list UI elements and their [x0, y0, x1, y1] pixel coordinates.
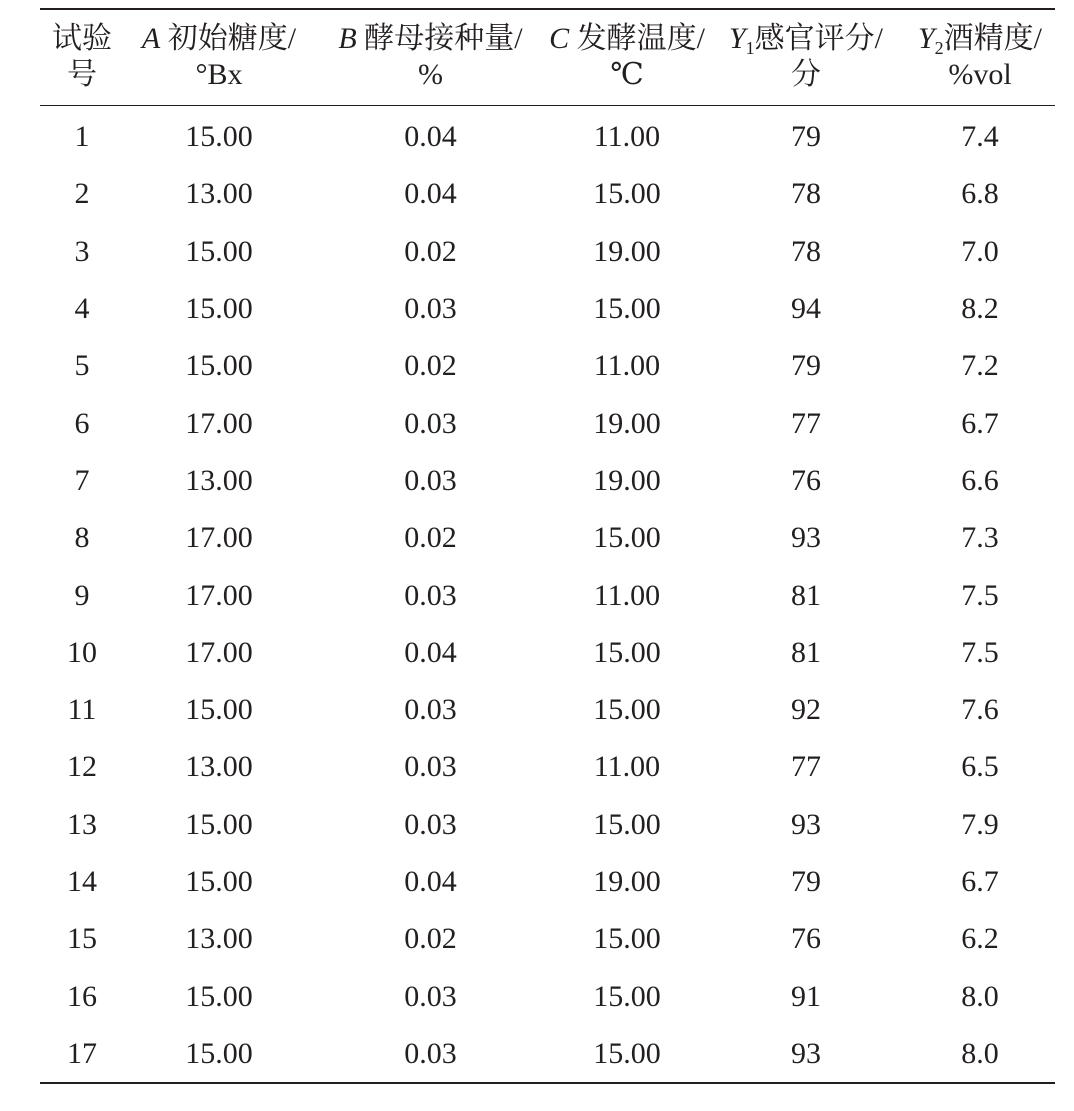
table-cell: 15.00	[185, 865, 253, 898]
table-cell: 77	[791, 406, 821, 440]
table-cell: 2	[74, 177, 90, 211]
table-cell: 15.00	[185, 807, 253, 841]
table-cell: 0.03	[404, 693, 457, 727]
table-cell: 8.0	[961, 1036, 999, 1070]
table-row	[40, 337, 1055, 394]
table-cell: 79	[791, 349, 821, 383]
header-line: 酵母接种量/	[364, 22, 523, 55]
table-cell: 7.9	[961, 807, 999, 841]
table-cell: 15.00	[593, 292, 661, 326]
table-cell: 7.5	[961, 578, 999, 612]
factor-letter: Y	[917, 22, 935, 55]
header-line: 感官评分/	[754, 22, 884, 55]
table-cell: 0.04	[404, 865, 457, 898]
header-line: 初始糖度/	[167, 22, 297, 55]
table-cell: 15.00	[593, 693, 661, 727]
table-cell: 11.00	[593, 578, 661, 612]
table-row	[40, 452, 1055, 509]
table-cell: 93	[791, 1036, 821, 1070]
header-line: 酒精度/	[943, 22, 1043, 55]
table-cell: 0.04	[404, 635, 457, 669]
table-cell: 17.00	[185, 635, 253, 669]
table-cell: 12	[67, 750, 97, 784]
table-cell: 0.03	[404, 463, 457, 497]
table-row	[40, 681, 1055, 738]
table-cell: 6	[74, 406, 90, 440]
table-cell: 76	[791, 922, 821, 956]
table-row	[40, 738, 1055, 795]
table-cell: 19.00	[593, 463, 661, 497]
results-table-container	[40, 8, 1055, 1084]
table-cell: 15.00	[593, 177, 661, 211]
table-cell: 15.00	[185, 349, 253, 383]
table-cell: 0.04	[404, 120, 457, 154]
table-cell: 16	[67, 979, 97, 1013]
table-cell: 15.00	[593, 922, 661, 956]
table-cell: 94	[791, 292, 821, 326]
table-cell: 15.00	[593, 635, 661, 669]
table-cell: 78	[791, 234, 821, 268]
header-alcohol-content	[905, 9, 1055, 106]
table-row	[40, 853, 1055, 910]
table-cell: 15.00	[185, 693, 253, 727]
table-row	[40, 624, 1055, 681]
table-cell: 19.00	[593, 234, 661, 268]
table-cell: 0.02	[404, 349, 457, 383]
table-row	[40, 509, 1055, 566]
table-cell: 0.03	[404, 750, 457, 784]
table-cell: 81	[791, 635, 821, 669]
header-row	[40, 9, 1055, 106]
table-cell: 4	[74, 292, 90, 326]
table-cell: 93	[791, 807, 821, 841]
table-cell: 0.02	[404, 521, 457, 555]
table-cell: 13.00	[185, 463, 253, 497]
table-cell: 14	[67, 865, 97, 898]
table-cell: 5	[74, 349, 90, 383]
table-cell: 13.00	[185, 750, 253, 784]
factor-subscript: 2	[934, 38, 944, 58]
table-cell: 7.0	[961, 234, 999, 268]
table-cell: 0.03	[404, 406, 457, 440]
table-cell: 15.00	[593, 979, 661, 1013]
table-row	[40, 910, 1055, 967]
table-cell: 19.00	[593, 865, 661, 898]
header-unit: %	[418, 58, 443, 91]
table-cell: 8	[74, 521, 90, 555]
header-trial-number	[40, 9, 124, 106]
table-body	[40, 106, 1055, 1084]
table-cell: 91	[791, 979, 821, 1013]
header-unit: ℃	[610, 58, 644, 91]
table-cell: 6.7	[961, 406, 999, 440]
table-cell: 17.00	[185, 521, 253, 555]
table-cell: 8.2	[961, 292, 999, 326]
table-cell: 8.0	[961, 979, 999, 1013]
table-row	[40, 1025, 1055, 1083]
table-cell: 0.04	[404, 177, 457, 211]
table-cell: 93	[791, 521, 821, 555]
table-cell: 0.03	[404, 292, 457, 326]
table-cell: 0.03	[404, 979, 457, 1013]
table-cell: 17	[67, 1036, 97, 1070]
header-unit: 分	[791, 58, 821, 91]
table-cell: 11	[67, 693, 97, 727]
table-cell: 7.2	[961, 349, 999, 383]
table-cell: 11.00	[593, 750, 661, 784]
table-cell: 15	[67, 922, 97, 956]
header-fermentation-temp	[547, 9, 707, 106]
table-cell: 0.03	[404, 578, 457, 612]
table-cell: 10	[67, 635, 97, 669]
table-cell: 19.00	[593, 406, 661, 440]
table-cell: 17.00	[185, 406, 253, 440]
table-cell: 15.00	[593, 807, 661, 841]
table-cell: 0.03	[404, 1036, 457, 1070]
table-row	[40, 223, 1055, 280]
table-cell: 81	[791, 578, 821, 612]
header-unit: 号	[67, 58, 97, 91]
table-cell: 13.00	[185, 177, 253, 211]
table-cell: 78	[791, 177, 821, 211]
table-cell: 17.00	[185, 578, 253, 612]
table-cell: 79	[791, 865, 821, 898]
table-row	[40, 280, 1055, 337]
table-cell: 3	[74, 234, 90, 268]
table-cell: 15.00	[185, 234, 253, 268]
header-unit: °Bx	[195, 58, 243, 91]
table-cell: 79	[791, 120, 821, 154]
table-row	[40, 967, 1055, 1024]
header-line: 试验	[52, 22, 112, 55]
factor-letter: B	[338, 22, 357, 55]
table-cell: 0.02	[404, 922, 457, 956]
table-cell: 7.5	[961, 635, 999, 669]
table-cell: 7.3	[961, 521, 999, 555]
table-cell: 15.00	[185, 292, 253, 326]
table-cell: 9	[74, 578, 90, 612]
table-row	[40, 165, 1055, 222]
header-initial-sugar	[124, 9, 314, 106]
table-cell: 7.6	[961, 693, 999, 727]
table-row	[40, 106, 1055, 166]
table-cell: 15.00	[185, 1036, 253, 1070]
header-yeast-inoculum	[314, 9, 547, 106]
factor-subscript: 1	[745, 38, 755, 58]
table-cell: 13.00	[185, 922, 253, 956]
table-cell: 11.00	[593, 349, 661, 383]
table-cell: 6.2	[961, 922, 999, 956]
table-cell: 11.00	[593, 120, 661, 154]
table-cell: 6.7	[961, 865, 999, 898]
table-cell: 7	[74, 463, 90, 497]
header-unit: %vol	[948, 58, 1012, 91]
table-row	[40, 566, 1055, 623]
table-row	[40, 796, 1055, 853]
table-cell: 77	[791, 750, 821, 784]
table-cell: 6.8	[961, 177, 999, 211]
table-cell: 15.00	[185, 120, 253, 154]
table-cell: 15.00	[593, 1036, 661, 1070]
table-cell: 76	[791, 463, 821, 497]
factor-letter: Y	[728, 22, 746, 55]
table-header	[40, 9, 1055, 106]
experiment-results-table	[40, 8, 1055, 1084]
table-cell: 7.4	[961, 120, 999, 154]
table-cell: 15.00	[185, 979, 253, 1013]
factor-letter: A	[141, 22, 161, 55]
table-cell: 1	[74, 120, 90, 154]
factor-letter: C	[549, 22, 570, 55]
header-sensory-score	[707, 9, 905, 106]
table-cell: 6.5	[961, 750, 999, 784]
table-cell: 6.6	[961, 463, 999, 497]
table-cell: 0.03	[404, 807, 457, 841]
table-row	[40, 394, 1055, 451]
table-cell: 15.00	[593, 521, 661, 555]
header-line: 发酵温度/	[576, 22, 705, 55]
table-cell: 13	[67, 807, 97, 841]
table-cell: 92	[791, 693, 821, 727]
table-cell: 0.02	[404, 234, 457, 268]
